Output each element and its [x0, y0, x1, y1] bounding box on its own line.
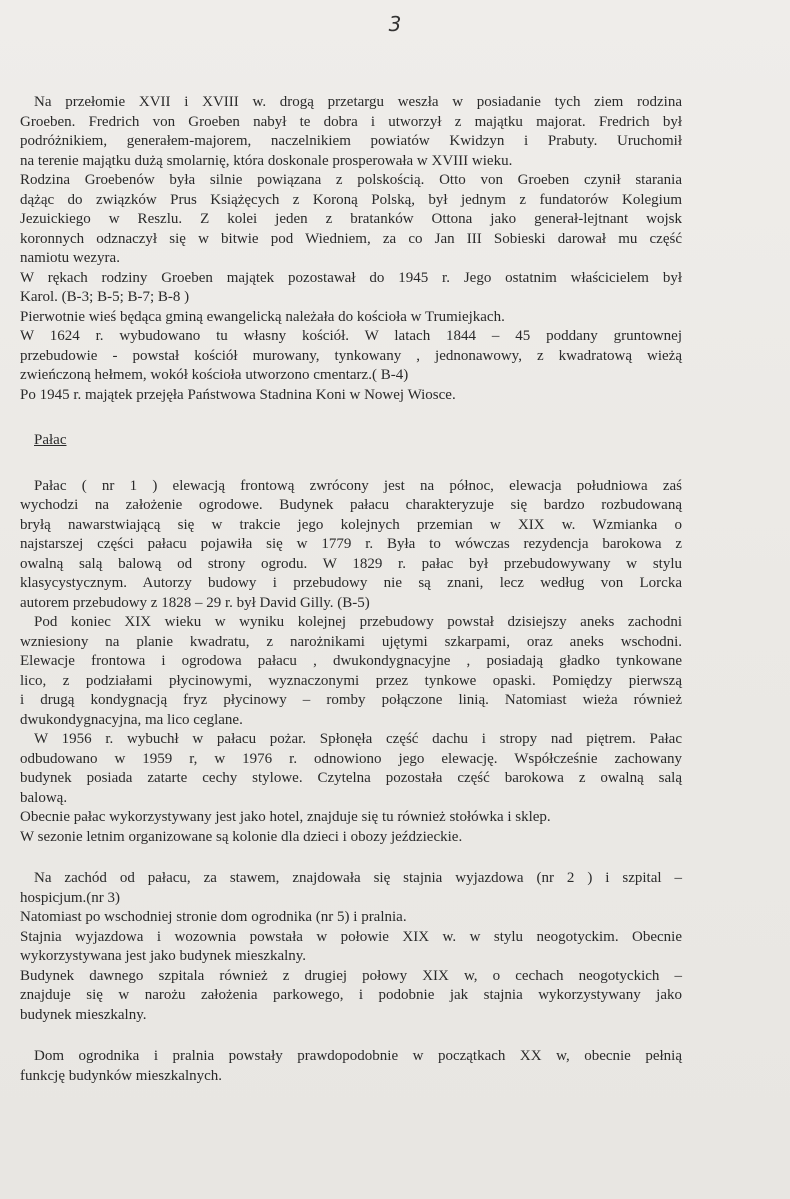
text-line: znajduje się w narożu założenia parkowego, i podobnie jak stajnia wykorzystywany jako [20, 987, 682, 1003]
text-line: Pod koniec XIX wieku w wyniku kolejnej przebudowy powstał dzisiejszy aneks zachodni [34, 614, 682, 630]
text-line: Budynek dawnego szpitala również z drugiej połowy XIX w, o cechach neogotyckich – [20, 967, 682, 984]
text-line: lico, z podziałami płycinowymi, wyznaczonymi przez tynkowe opaski. Pomiędzy pierwszą [20, 672, 682, 689]
text-line: i drugą kondygnacją fryz płycinowy – romby połączone linią. Natomiast wieża również [20, 692, 682, 708]
text-line: Pałac ( nr 1 ) elewacją frontową zwrócony jest na północ, elewacja południowa zaś [34, 477, 682, 494]
text-line: funkcję budynków mieszkalnych. [20, 1067, 223, 1084]
text-line: odbudowano w 1959 r, w 1976 r. odnowiono jego elewację. Współcześnie zachowany [20, 750, 682, 767]
text-line: na terenie majątku dużą smolarnię, która doskonale prosperowała w XVIII wieku. [20, 152, 513, 169]
text-line: Groeben. Fredrich von Groeben nabył te dobra i utworzył z majątku majorat. Fredrich był [20, 113, 682, 130]
text-line: podróżnikiem, generałem-majorem, naczelnikiem powiatów Kwidzyn i Prabuty. Uruchomił [20, 133, 682, 149]
text-line: Dom ogrodnika i pralnia powstały prawdopodobnie w początkach XX w, obecnie pełnią [34, 1048, 682, 1064]
text-line: autorem przebudowy z 1828 – 29 r. był David Gilly. (B-5) [20, 594, 370, 611]
text-line: wykorzystywana jest jako budynek mieszkalny. [20, 948, 307, 964]
text-line: Karol. (B-3; B-5; B-7; B-8 ) [20, 289, 190, 305]
text-line: Natomiast po wschodniej stronie dom ogrodnika (nr 5) i pralnia. [20, 909, 407, 925]
text-line: owalną salą balową od strony ogrodu. W 1829 r. pałac był przebudowywany w stylu [20, 555, 682, 572]
text-line: dwukondygnacyjna, ma lico ceglane. [20, 711, 243, 728]
text-line: Na zachód od pałacu, za stawem, znajdowała się stajnia wyjazdowa (nr 2 ) i szpital – [34, 870, 682, 886]
text-line: Na przełomie XVII i XVIII w. drogą przetargu weszła w posiadanie tych ziem rodzina [34, 94, 682, 110]
text-line: Obecnie pałac wykorzystywany jest jako hotel, znajduje się tu również stołówka i sklep. [20, 809, 551, 825]
text-line: przebudowie - powstał kościół murowany, tynkowany , jednonawowy, z kwadratową wieżą [20, 347, 682, 364]
text-line: wychodzi na założenie ogrodowe. Budynek pałacu charakteryzuje się bardzo rozbudowaną [20, 497, 682, 513]
text-line: balową. [20, 789, 68, 806]
text-line: Po 1945 r. majątek przejęła Państwowa Stadnina Koni w Nowej Wiosce. [20, 386, 456, 403]
text-line: bryłą nawarstwiającą się w trakcie jego kolejnych przemian w XIX w. Wzmianka o [20, 516, 682, 533]
document-body [20, 93, 682, 1086]
text-line: W 1956 r. wybuchł w pałacu pożar. Spłonęła część dachu i stropy nad piętrem. Pałac [34, 731, 682, 747]
text-line: najstarszej części pałacu pojawiła się w 1779 r. Była to wówczas rezydencja barokowa z [20, 536, 682, 552]
text-line: zwieńczoną hełmem, wokół kościoła utworzono cmentarz.( B-4) [20, 367, 409, 383]
text-line: hospicjum.(nr 3) [20, 889, 120, 906]
text-line: wzniesiony na planie kwadratu, z narożnikami ujętymi szkarpami, oraz aneks wschodni. [20, 633, 682, 650]
text-line: Rodzina Groebenów była silnie powiązana z polskością. Otto von Groeben czynił starania [20, 172, 682, 188]
text-line: budynek mieszkalny. [20, 1006, 147, 1023]
section-heading: Pałac [34, 432, 67, 448]
text-line: Jezuickiego w Reszlu. Z kolei jeden z bratanków Ottona jako generał-lejtnant wojsk [20, 211, 682, 227]
text-line: dążąc do związków Prus Książęcych z Koroną Polską, był jednym z fundatorów Kolegium [20, 191, 682, 208]
text-line: Pierwotnie wieś będąca gminą ewangelicką należała do kościoła w Trumiejkach. [20, 308, 505, 325]
text-line: Elewacje frontowa i ogrodowa pałacu , dwukondygnacyjne , posiadają gładko tynkowane [20, 653, 682, 669]
text-line: klasycystycznym. Autorzy budowy i przebudowy nie są znani, lecz według von Lorcka [20, 575, 682, 591]
text-line: Stajnia wyjazdowa i wozownia powstała w połowie XIX w. w stylu neogotyckim. Obecnie [20, 928, 682, 945]
text-line: namiotu wezyra. [20, 250, 120, 266]
text-line: W sezonie letnim organizowane są kolonie dla dzieci i obozy jeździeckie. [20, 828, 463, 845]
text-line: budynek posiada zatarte cechy stylowe. Czytelna pozostała część barokowa z owalną salą [20, 770, 682, 786]
text-line: W rękach rodziny Groeben majątek pozostawał do 1945 r. Jego ostatnim właścicielem był [20, 269, 682, 286]
text-line: koronnych odznaczył się w bitwie pod Wiedniem, za co Jan III Sobieski darował mu część [20, 230, 682, 247]
page-number: 3 [388, 12, 402, 36]
text-line: W 1624 r. wybudowano tu własny kościół. W latach 1844 – 45 poddany gruntownej [20, 328, 682, 344]
